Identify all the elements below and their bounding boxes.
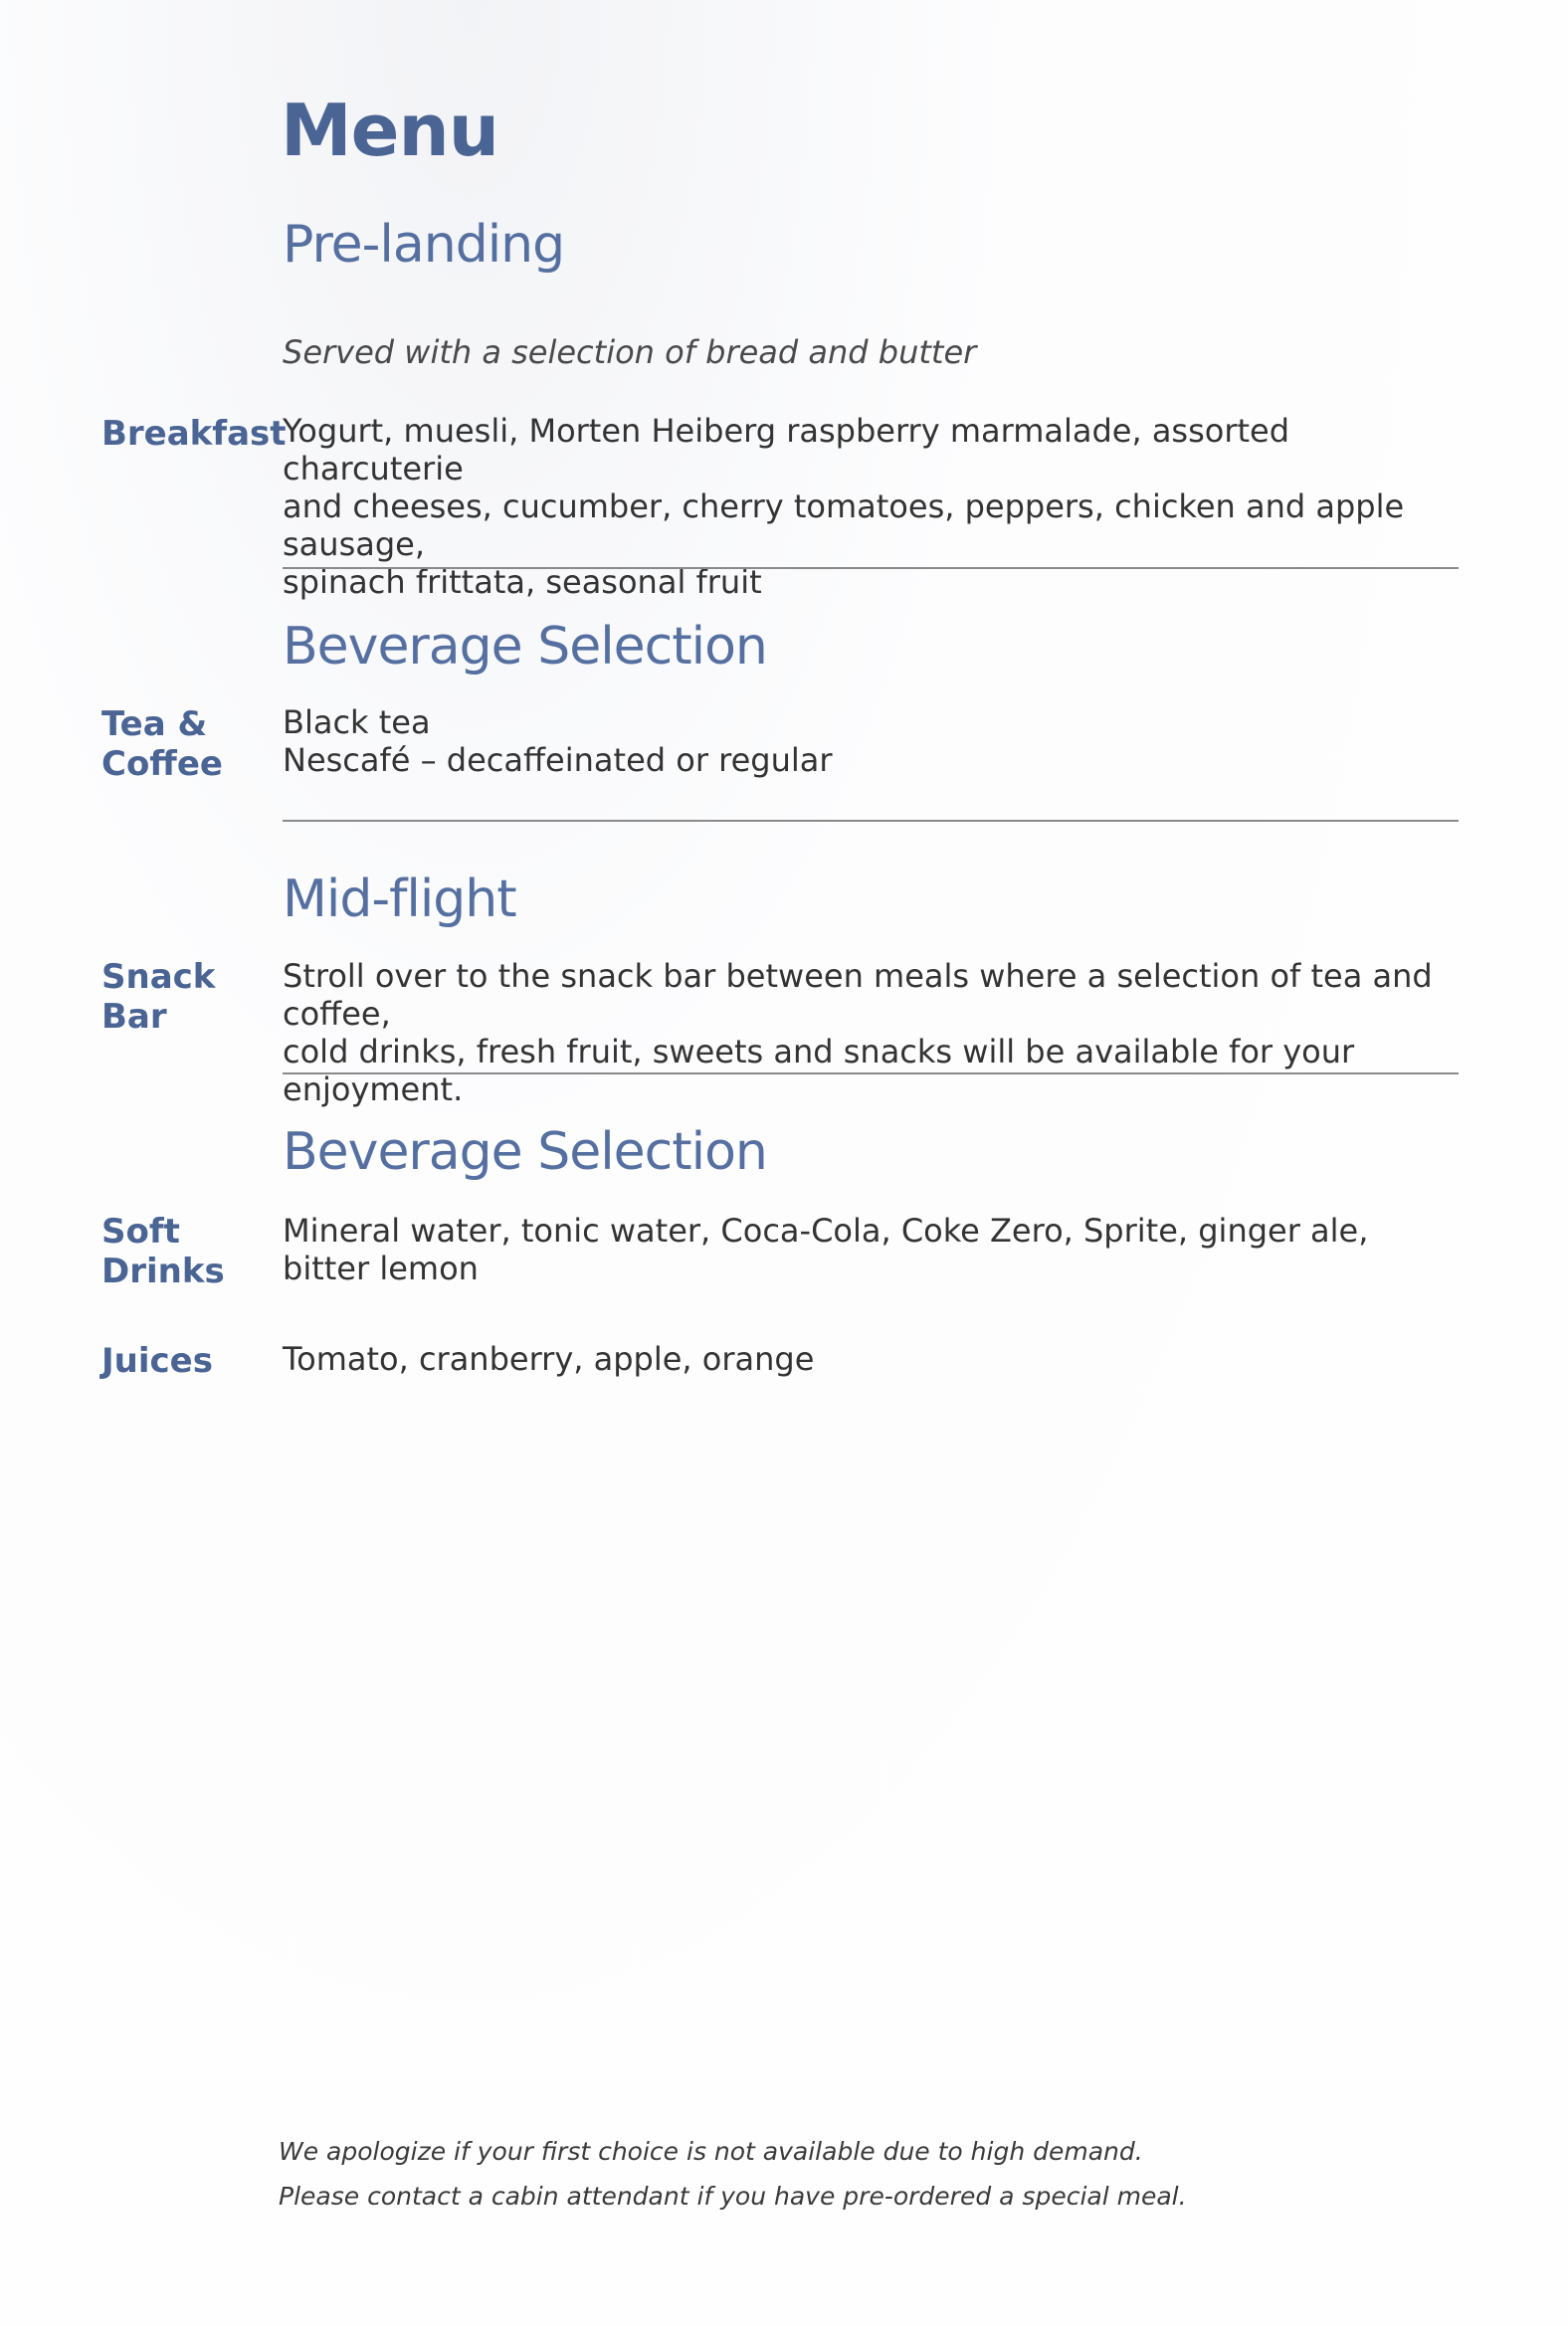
label-line: Bar	[101, 997, 167, 1037]
label-line: Soft	[101, 1212, 180, 1252]
mid-flight-heading: Mid-flight	[283, 870, 516, 929]
label-line: Snack	[101, 957, 216, 997]
beverage-selection-heading: Beverage Selection	[283, 1122, 767, 1182]
snack-bar-line: Stroll over to the snack bar between meals where a selection of tea and coffee,	[283, 957, 1433, 1033]
soft-drinks-label	[101, 1212, 225, 1291]
juices-label: Juices	[101, 1341, 213, 1381]
footer-line: We apologize if your first choice is not available due to high demand.	[279, 2137, 1143, 2166]
tea-coffee-description	[283, 703, 1457, 779]
soft-drinks-line: Mineral water, tonic water, Coca-Cola, Coke Zero, Sprite, ginger ale,	[283, 1212, 1369, 1250]
label-line: Drinks	[101, 1252, 225, 1291]
juices-description: Tomato, cranberry, apple, orange	[283, 1340, 815, 1378]
pre-landing-heading: Pre-landing	[283, 215, 565, 275]
breakfast-line: spinach frittata, seasonal fruit	[283, 563, 762, 601]
soft-drinks-line: bitter lemon	[283, 1250, 479, 1287]
snack-bar-line: cold drinks, fresh fruit, sweets and snacks will be available for your enjoyment.	[283, 1033, 1355, 1108]
section-divider	[283, 567, 1459, 569]
section-divider	[283, 1072, 1459, 1074]
snack-bar-description	[283, 957, 1457, 1108]
tea-coffee-label	[101, 704, 223, 784]
breakfast-line: Yogurt, muesli, Morten Heiberg raspberry marmalade, assorted charcuterie	[283, 412, 1290, 487]
snack-bar-label	[101, 957, 215, 1037]
label-line: Tea &	[101, 704, 208, 744]
tea-coffee-line: Black tea	[283, 703, 431, 741]
beverage-selection-heading: Beverage Selection	[283, 617, 767, 677]
footer-line: Please contact a cabin attendant if you have pre-ordered a special meal.	[279, 2182, 1187, 2211]
section-divider	[283, 820, 1459, 822]
breakfast-label: Breakfast	[101, 414, 287, 454]
page-title: Menu	[281, 89, 498, 172]
breakfast-line: and cheeses, cucumber, cherry tomatoes, peppers, chicken and apple sausage,	[283, 487, 1405, 563]
breakfast-description	[283, 412, 1457, 601]
footer-note	[279, 2129, 1187, 2219]
bread-note: Served with a selection of bread and butter	[283, 333, 977, 371]
tea-coffee-line: Nescafé – decaffeinated or regular	[283, 741, 833, 779]
soft-drinks-description	[283, 1212, 1457, 1287]
label-line: Coffee	[101, 744, 223, 784]
